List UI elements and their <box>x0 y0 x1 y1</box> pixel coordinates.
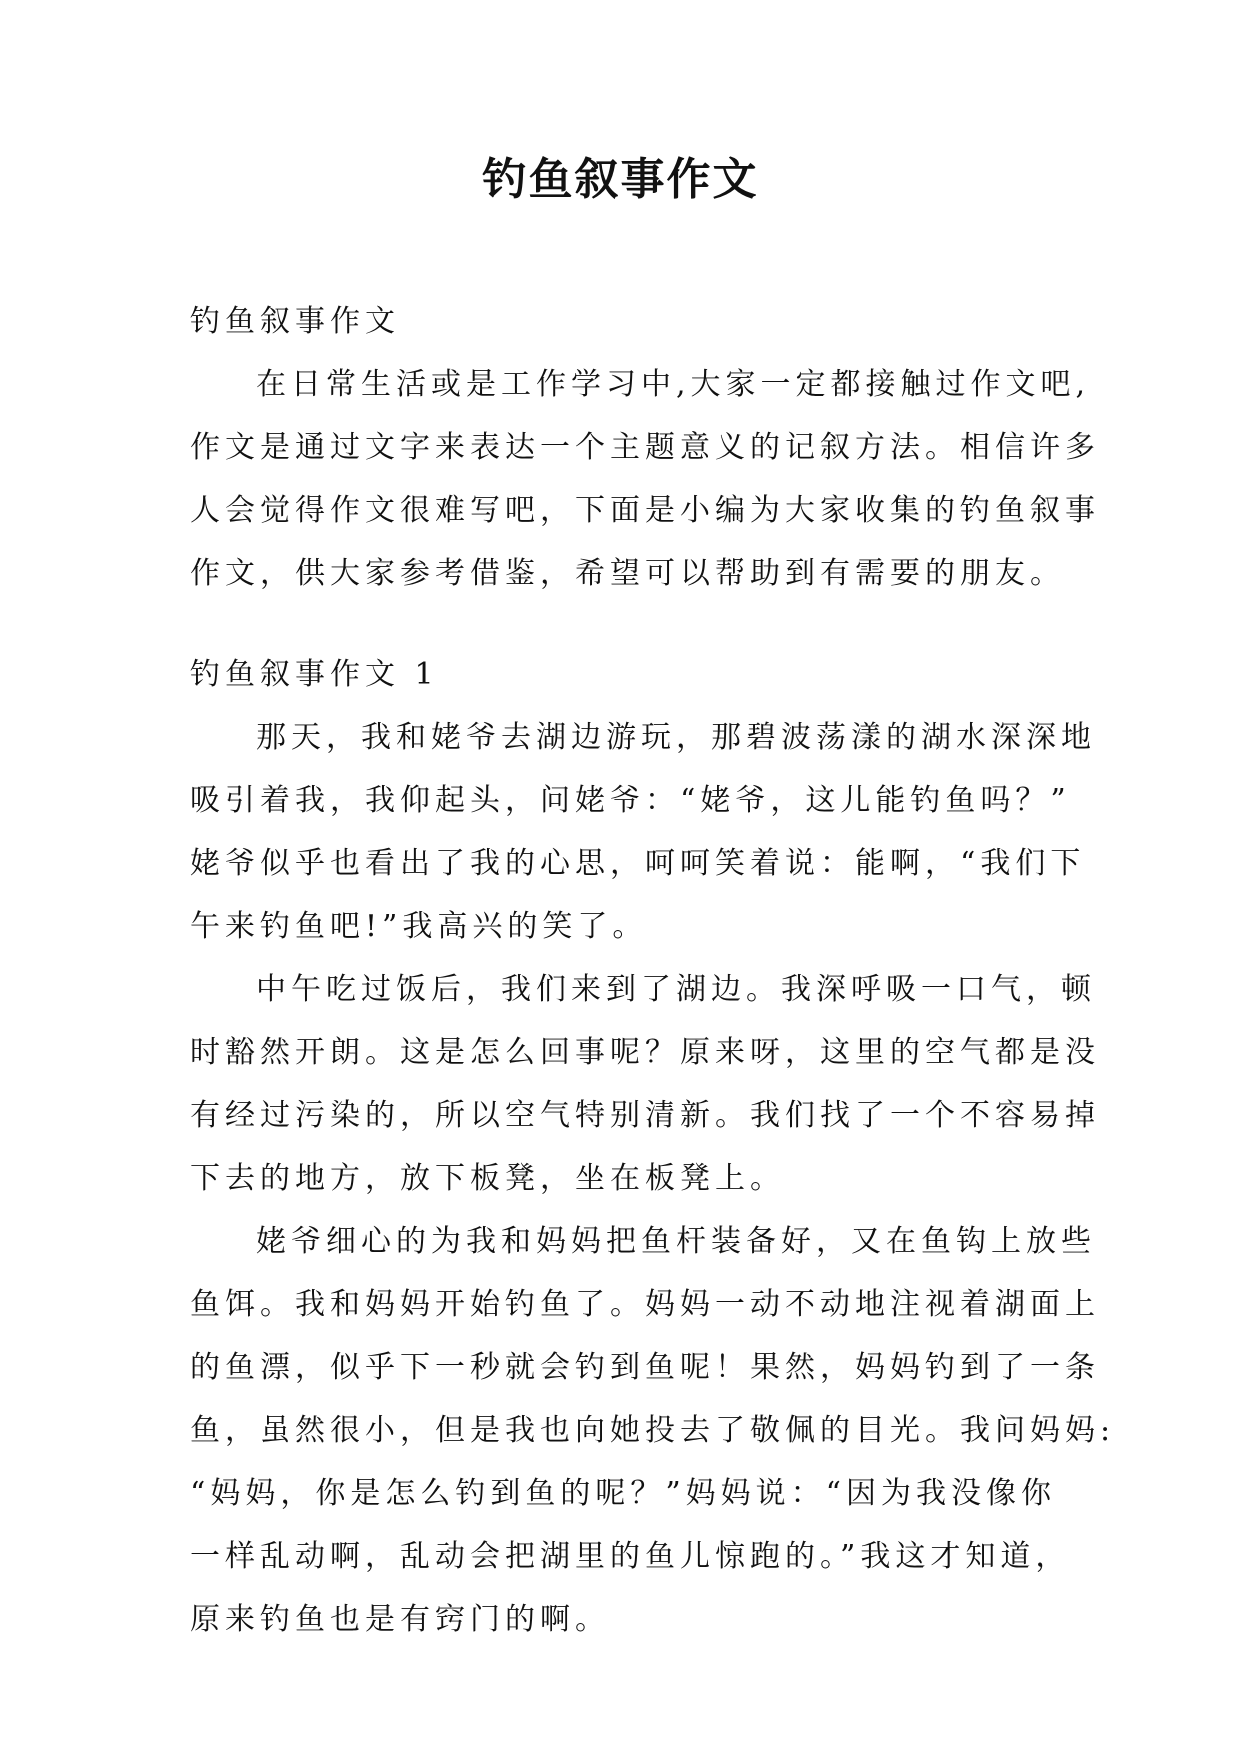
paragraph-line: 那天，我和姥爷去湖边游玩，那碧波荡漾的湖水深深地 <box>256 720 1096 755</box>
intro-paragraph <box>190 353 1100 605</box>
document-title: 钓鱼叙事作文 <box>482 154 759 205</box>
story-paragraph-3 <box>190 1210 1116 1651</box>
paragraph-line: 作文，供大家参考借鉴，希望可以帮助到有需要的朋友。 <box>190 556 1065 591</box>
paragraph-line: “妈妈，你是怎么钓到鱼的呢？”妈妈说：“因为我没像你 <box>190 1476 1057 1511</box>
paragraph-line: 的鱼漂，似乎下一秒就会钓到鱼呢！果然，妈妈钓到了一条 <box>190 1350 1100 1385</box>
section-heading: 钓鱼叙事作文 1 <box>190 657 439 692</box>
paragraph-line: 吸引着我，我仰起头，问姥爷：“姥爷，这儿能钓鱼吗？” <box>190 783 1071 818</box>
paragraph-line: 鱼，虽然很小，但是我也向她投去了敬佩的目光。我问妈妈: <box>190 1413 1116 1448</box>
paragraph-line: 午来钓鱼吧!”我高兴的笑了。 <box>190 909 648 944</box>
paragraph-line: 人会觉得作文很难写吧，下面是小编为大家收集的钓鱼叙事 <box>190 493 1100 528</box>
paragraph-line: 一样乱动啊，乱动会把湖里的鱼儿惊跑的。”我这才知道， <box>190 1539 1071 1574</box>
section-gap <box>190 605 1052 643</box>
document-body <box>190 290 1116 1651</box>
paragraph-line: 姥爷似乎也看出了我的心思，呵呵笑着说：能啊，“我们下 <box>190 846 1086 881</box>
intro-heading: 钓鱼叙事作文 <box>190 304 400 339</box>
paragraph-line: 鱼饵。我和妈妈开始钓鱼了。妈妈一动不动地注视着湖面上 <box>190 1287 1100 1322</box>
paragraph-line: 在日常生活或是工作学习中,大家一定都接触过作文吧, <box>256 367 1091 402</box>
paragraph-line: 中午吃过饭后，我们来到了湖边。我深呼吸一口气，顿 <box>256 972 1096 1007</box>
paragraph-line: 作文是通过文字来表达一个主题意义的记叙方法。相信许多 <box>190 430 1100 465</box>
paragraph-line: 下去的地方，放下板凳，坐在板凳上。 <box>190 1161 785 1196</box>
paragraph-line: 原来钓鱼也是有窍门的啊。 <box>190 1602 610 1637</box>
paragraph-line: 时豁然开朗。这是怎么回事呢？原来呀，这里的空气都是没 <box>190 1035 1100 1070</box>
paragraph-line: 有经过污染的，所以空气特别清新。我们找了一个不容易掉 <box>190 1098 1100 1133</box>
story-paragraph-2 <box>190 958 1100 1210</box>
story-paragraph-1 <box>190 706 1096 958</box>
paragraph-line: 姥爷细心的为我和妈妈把鱼杆装备好，又在鱼钩上放些 <box>256 1224 1096 1259</box>
